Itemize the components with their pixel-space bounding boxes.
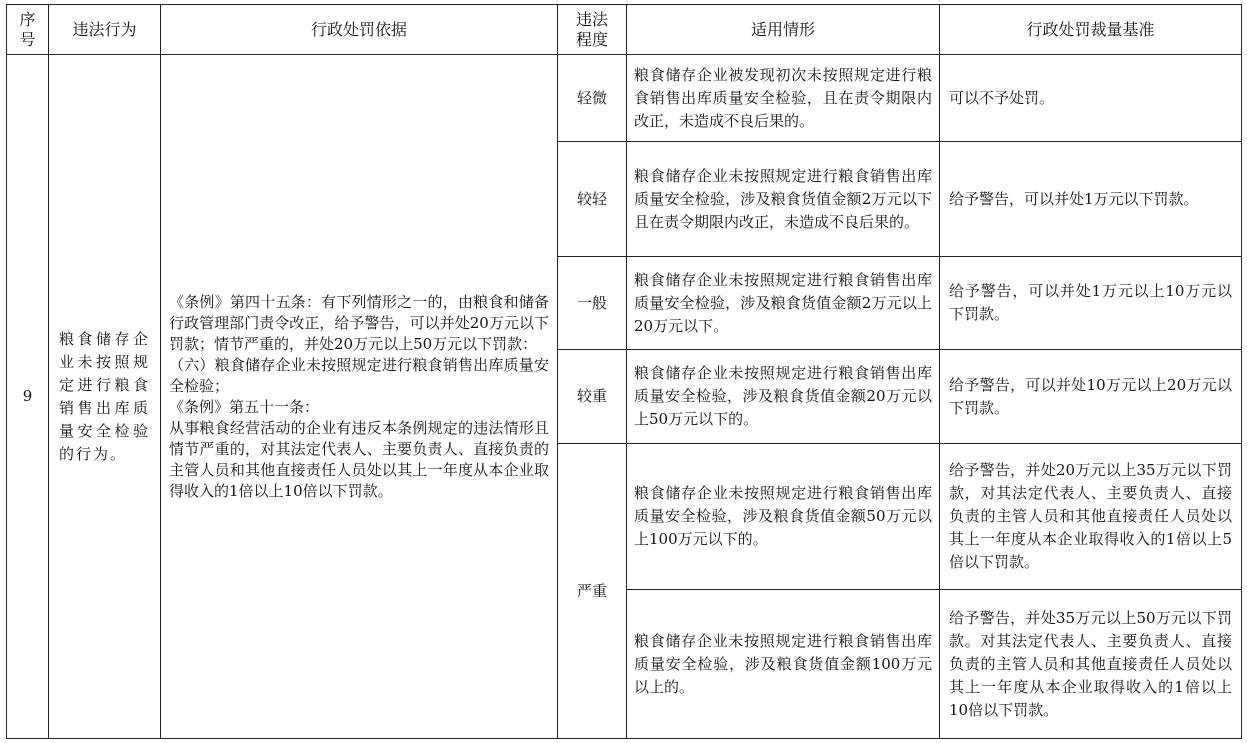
standard-cell: 给予警告，可以并处1万元以上10万元以下罚款。 — [940, 257, 1242, 350]
situation-cell: 粮食储存企业未按照规定进行粮食销售出库质量安全检验，涉及粮食货值金额50万元以上100万元以下的。 — [627, 444, 940, 590]
header-standard: 行政处罚裁量基准 — [940, 5, 1242, 55]
header-row — [7, 5, 1242, 55]
situation-cell: 粮食储存企业未按照规定进行粮食销售出库质量安全检验，涉及粮食货值金额2万元以下且在责令期限内改正，未造成不良后果的。 — [627, 142, 940, 257]
degree-cell: 一般 — [558, 257, 627, 350]
degree-cell: 轻微 — [558, 55, 627, 142]
row-index: 9 — [7, 55, 49, 739]
situation-cell: 粮食储存企业未按照规定进行粮食销售出库质量安全检验，涉及粮食货值金额20万元以上50万元以下的。 — [627, 350, 940, 444]
header-index: 序号 — [7, 5, 49, 55]
situation-cell: 粮食储存企业未按照规定进行粮食销售出库质量安全检验，涉及粮食货值金额2万元以上20万元以下。 — [627, 257, 940, 350]
basis-paragraph: 《条例》第四十五条：有下列情形之一的，由粮食和储备行政管理部门责令改正，给予警告，可以并处20万元以下罚款；情节严重的，并处20万元以上50万元以下罚款： — [169, 292, 549, 353]
basis-paragraph: 《条例》第五十一条： — [169, 397, 320, 416]
situation-cell: 粮食储存企业被发现初次未按照规定进行粮食销售出库质量安全检验，且在责令期限内改正，未造成不良后果的。 — [627, 55, 940, 142]
situation-cell: 粮食储存企业未按照规定进行粮食销售出库质量安全检验，涉及粮食货值金额100万元以上的。 — [627, 590, 940, 739]
violation-behavior: 粮食储存企业未按照规定进行粮食销售出库质量安全检验的行为。 — [49, 55, 161, 739]
standard-cell: 给予警告，并处35万元以上50万元以下罚款。对其法定代表人、主要负责人、直接负责的主管人员和其他直接责任人员处以其上一年度从本企业取得收入的1倍以上10倍以下罚款。 — [940, 590, 1242, 739]
header-situation: 适用情形 — [627, 5, 940, 55]
header-behavior: 违法行为 — [49, 5, 161, 55]
standard-cell: 给予警告，并处20万元以上35万元以下罚款，对其法定代表人、主要负责人、直接负责的主管人员和其他直接责任人员处以其上一年度从本企业取得收入的1倍以上5倍以下罚款。 — [940, 444, 1242, 590]
header-degree: 违法程度 — [558, 5, 627, 55]
basis-paragraph: （六）粮食储存企业未按照规定进行粮食销售出库质量安全检验； — [169, 355, 549, 395]
standard-cell: 给予警告，可以并处10万元以上20万元以下罚款。 — [940, 350, 1242, 444]
header-basis: 行政处罚依据 — [161, 5, 558, 55]
degree-cell: 严重 — [558, 444, 627, 739]
table-row — [7, 55, 1242, 142]
degree-cell: 较轻 — [558, 142, 627, 257]
standard-cell: 给予警告，可以并处1万元以下罚款。 — [940, 142, 1242, 257]
degree-cell: 较重 — [558, 350, 627, 444]
penalty-basis — [161, 55, 558, 739]
basis-paragraph: 从事粮食经营活动的企业有违反本条例规定的违法情形且情节严重的，对其法定代表人、主要负责人、直接负责的主管人员和其他直接责任人员处以其上一年度从本企业取得收入的1倍以上10倍以下罚款。 — [169, 418, 549, 500]
penalty-discretion-table — [6, 4, 1242, 739]
standard-cell: 可以不予处罚。 — [940, 55, 1242, 142]
